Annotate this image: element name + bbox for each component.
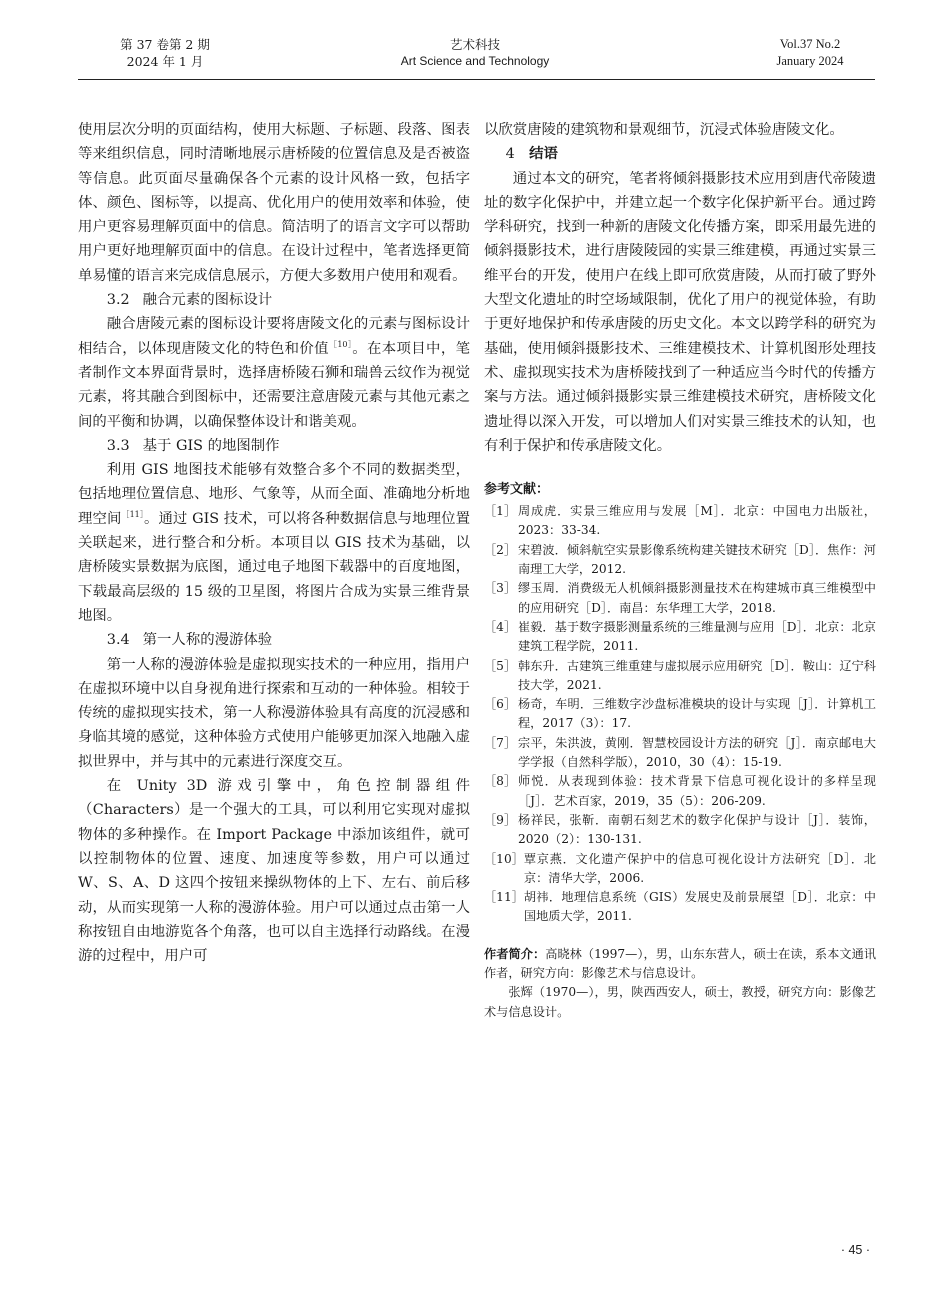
reference-number: ［2］	[484, 542, 517, 557]
paragraph-text: 利用 GIS 地图技术能够有效整合多个不同的数据类型，包括地理位置信息、地形、气象等，从而全面、准确地分析地理空间	[78, 462, 470, 527]
reference-number: ［5］	[484, 658, 517, 673]
right-column	[484, 118, 876, 1022]
section-heading-3-3	[78, 434, 470, 458]
reference-number: ［10］	[484, 851, 524, 866]
reference-text: 杨奇，车明．三维数字沙盘标准模块的设计与实现［J］．计算机工程，2017（3）：17.	[518, 697, 876, 731]
header-rule	[78, 79, 875, 80]
citation: ［11］	[121, 509, 144, 519]
header-volume-en: Vol.37 No.2	[779, 37, 841, 51]
reference-number: ［9］	[484, 812, 517, 827]
reference-number: ［1］	[484, 504, 517, 519]
reference-text: 崔毅．基于数字摄影测量系统的三维量测与应用［D］．北京：北京建筑工程学院，2011.	[518, 619, 876, 654]
reference-text: 周成虎．实景三维应用与发展［M］．北京：中国电力出版社，2023：33-34.	[518, 504, 876, 538]
section-heading-3-4	[78, 628, 470, 652]
section-number: 3.2	[106, 292, 130, 309]
paragraph-text: 。在本项目中，笔者制作文本界面背景时，选择唐桥陵石狮和瑞兽云纹作为视觉元素，将其融合到图标中，还需要注意唐陵元素与其他元素之间的平衡和协调，以确保整体设计和谐美观。	[78, 340, 470, 430]
header-issue-cn	[100, 36, 230, 70]
section-number: 4	[505, 146, 515, 163]
reference-item	[484, 888, 876, 927]
reference-item	[484, 657, 876, 696]
paragraph	[78, 458, 470, 628]
reference-text: 杨祥民，张靳．南朝石刻艺术的数字化保护与设计［J］．装饰，2020（2）：130-131.	[518, 812, 876, 847]
reference-item	[484, 618, 876, 657]
header-issue-en	[750, 36, 870, 70]
reference-list	[484, 502, 876, 927]
section-title: 基于 GIS 的地图制作	[142, 437, 280, 454]
paragraph: 以欣赏唐陵的建筑物和景观细节，沉浸式体验唐陵文化。	[484, 122, 844, 138]
reference-text: 韩东升．古建筑三维重建与虚拟展示应用研究［D］．鞍山：辽宁科技大学，2021.	[518, 658, 876, 692]
reference-number: ［8］	[484, 774, 517, 789]
reference-number: ［7］	[484, 735, 517, 750]
reference-item	[484, 850, 876, 889]
reference-item	[484, 502, 876, 541]
reference-text: 师悦．从表现到体验：技术背景下信息可视化设计的多样呈现［J］．艺术百家，2019，35（5）：206-209.	[518, 774, 876, 808]
paragraph-text: 融合唐陵元素的图标设计要将唐陵文化的元素与图标设计相结合，以体现唐陵文化的特色和价值	[78, 316, 470, 357]
author-label: 作者简介：	[484, 946, 546, 961]
author-2: 张辉（1970—），男，陕西西安人，硕士，教授，研究方向：影像艺术与信息设计。	[484, 985, 876, 1019]
header-journal-cn: 艺术科技	[449, 37, 500, 52]
section-title: 结语	[529, 145, 558, 163]
reference-text: 宗平，朱洪波，黄刚．智慧校园设计方法的研究［J］．南京邮电大学学报（自然科学版），2010，30（4）：15-19.	[518, 735, 876, 770]
reference-number: ［4］	[484, 619, 517, 634]
paragraph-text: 。通过 GIS 技术，可以将各种数据信息与地理位置关联起来，进行整合和分析。本项目以 GIS 技术为基础，以唐桥陵实景数据为底图，通过电子地图下载器中的百度地图，下载最高层级的 15 级的卫星图，将图片合成为实景三维背景地图。	[78, 510, 470, 624]
reference-item	[484, 772, 876, 811]
section-number: 3.3	[106, 437, 130, 454]
references-title: 参考文献：	[484, 482, 550, 498]
section-title: 第一人称的漫游体验	[142, 632, 273, 649]
header-date-en: January 2024	[776, 54, 844, 68]
references	[484, 480, 876, 927]
author-info	[484, 945, 876, 984]
header-date-cn: 2024 年 1 月	[126, 54, 204, 69]
reference-item	[484, 695, 876, 734]
section-title: 融合元素的图标设计	[142, 292, 273, 309]
paragraph: 第一人称的漫游体验是虚拟现实技术的一种应用，指用户在虚拟环境中以自身视角进行探索和互动的一种体验。相较于传统的虚拟现实技术，第一人称漫游体验具有高度的沉浸感和身临其境的感觉，这种体验方式使用户能够更加深入地融入虚拟世界中，并与其中的元素进行深度交互。	[78, 656, 470, 770]
reference-item	[484, 734, 876, 773]
citation: ［10］	[328, 339, 353, 349]
paragraph: 使用层次分明的页面结构，使用大标题、子标题、段落、图表等来组织信息，同时清晰地展示唐桥陵的位置信息及是否被盗等信息。此页面尽量确保各个元素的设计风格一致，包括字体、颜色、图标等，以提高、优化用户的使用效率和体验，使用户更容易理解页面中的信息。简洁明了的语言文字可以帮助用户更好地理解页面中的信息。在设计过程中，笔者选择更简单易懂的语言来完成信息展示，方便大多数用户使用和观看。	[78, 122, 470, 284]
author-1: 高晓林（1997—），男，山东东营人，硕士在读，系本文通讯作者，研究方向：影像艺术与信息设计。	[484, 946, 877, 980]
reference-item	[484, 541, 876, 580]
reference-text: 覃京燕．文化遗产保护中的信息可视化设计方法研究［D］．北京：清华大学，2006.	[523, 851, 876, 885]
reference-number: ［6］	[484, 697, 517, 712]
reference-text: 胡祎．地理信息系统（GIS）发展史及前景展望［D］．北京：中国地质大学，2011.	[523, 890, 876, 924]
reference-text: 宋碧波．倾斜航空实景影像系统构建关键技术研究［D］．焦作：河南理工大学，2012.	[518, 542, 876, 577]
header-volume-cn: 第 37 卷第 2 期	[120, 37, 210, 52]
paragraph: 在 Unity 3D 游戏引擎中，角色控制器组件（Characters）是一个强大的工具，可以利用它实现对虚拟物体的多种操作。在 Import Package 中添加该组件，就可以控制物体的位置、速度、加速度等参数，用户可以通过 W、S、A、D 这四个按钮来操纵物体的上下、左右、前后移动，从而实现第一人称的漫游体验。用户可以通过点击第一人称按钮自由地游览各个角落，也可以自主选择行动路线。在漫游的过程中，用户可	[78, 778, 470, 965]
paragraph: 通过本文的研究，笔者将倾斜摄影技术应用到唐代帝陵遗址的数字化保护中，并建立起一个数字化保护新平台。通过跨学科研究，找到一种新的唐陵文化传播方案，即采用最先进的倾斜摄影技术，进行唐陵陵园的实景三维建模，再通过实景三维平台的开发，使用户在线上即可欣赏唐陵，从而打破了野外大型文化遗址的时空场域限制，优化了用户的视觉体验，有助于更好地保护和传承唐陵的历史文化。本文以跨学科的研究为基础，使用倾斜摄影技术、三维建模技术、计算机图形处理技术、虚拟现实技术为唐桥陵找到了一种适应当今时代的传播方案与方法。通过倾斜摄影实景三维建模技术研究，唐桥陵文化遗址得以深入开发，可以增加人们对实景三维技术的认知，也有利于保护和传承唐陵文化。	[484, 170, 876, 454]
reference-text: 缪玉周．消费级无人机倾斜摄影测量技术在构建城市真三维模型中的应用研究［D］．南昌：东华理工大学，2018.	[518, 581, 876, 615]
reference-item	[484, 811, 876, 850]
header-journal	[350, 36, 600, 70]
paragraph	[78, 312, 470, 433]
reference-number: ［11］	[484, 890, 524, 905]
left-column	[78, 118, 470, 968]
section-number: 3.4	[106, 632, 130, 649]
header-journal-en: Art Science and Technology	[400, 54, 550, 68]
reference-item	[484, 579, 876, 618]
page-header	[0, 0, 950, 82]
reference-number: ［3］	[484, 581, 517, 596]
section-heading-4	[484, 142, 876, 166]
section-heading-3-2	[78, 288, 470, 312]
page-number: · 45 ·	[840, 1243, 870, 1257]
